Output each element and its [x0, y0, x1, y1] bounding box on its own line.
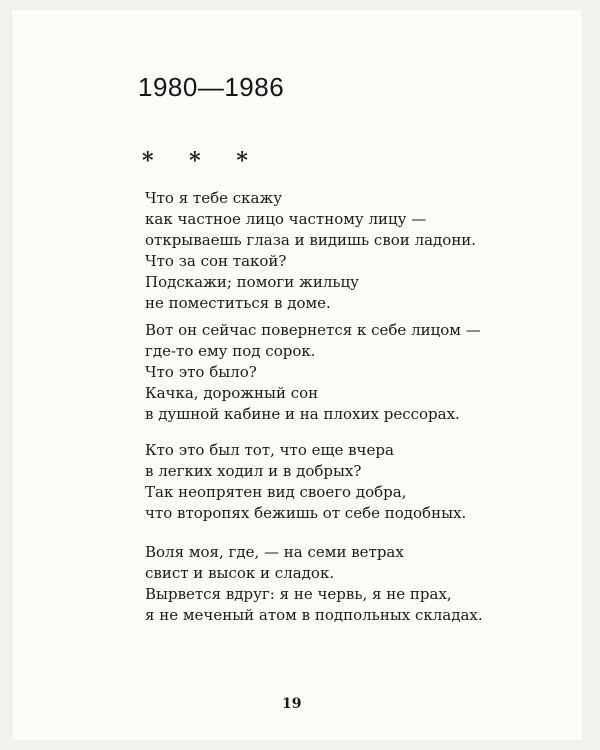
- poem-line: открываешь глаза и видишь свои ладони.: [145, 231, 477, 249]
- asterism-separator: * * *: [142, 148, 262, 174]
- stanza-3: [145, 440, 466, 524]
- poem-line: я не меченый атом в подпольных складах.: [145, 606, 483, 624]
- poem-line: Что это было?: [145, 363, 257, 381]
- section-title: 1980—1986: [138, 72, 285, 102]
- stanza-4: [145, 542, 483, 626]
- poem-line: Подскажи; помоги жильцу: [145, 273, 359, 291]
- poem-line: Воля моя, где, — на семи ветрах: [145, 543, 404, 561]
- poem-line: Что за сон такой?: [145, 252, 287, 270]
- poem-line: Вот он сейчас повернется к себе лицом —: [145, 321, 481, 339]
- book-page: [12, 10, 582, 740]
- poem-line: Что я тебе скажу: [145, 189, 283, 207]
- poem-line: что второпях бежишь от себе подобных.: [145, 504, 467, 522]
- poem-line: не поместиться в доме.: [145, 294, 331, 312]
- poem-line: свист и высок и сладок.: [145, 564, 335, 582]
- poem-line: в душной кабине и на плохих рессорах.: [145, 405, 460, 423]
- poem-line: в легких ходил и в добрых?: [145, 462, 362, 480]
- stanza-1: [145, 188, 476, 314]
- poem-line: Кто это был тот, что еще вчера: [145, 441, 394, 459]
- poem-line: Вырвется вдруг: я не червь, я не прах,: [145, 585, 452, 603]
- poem-line: как частное лицо частному лицу —: [145, 210, 427, 228]
- poem-line: где-то ему под сорок.: [145, 342, 316, 360]
- stanza-2: [145, 320, 481, 425]
- poem-line: Так неопрятен вид своего добра,: [145, 483, 407, 501]
- page-number: 19: [282, 696, 302, 712]
- poem-line: Качка, дорожный сон: [145, 384, 319, 402]
